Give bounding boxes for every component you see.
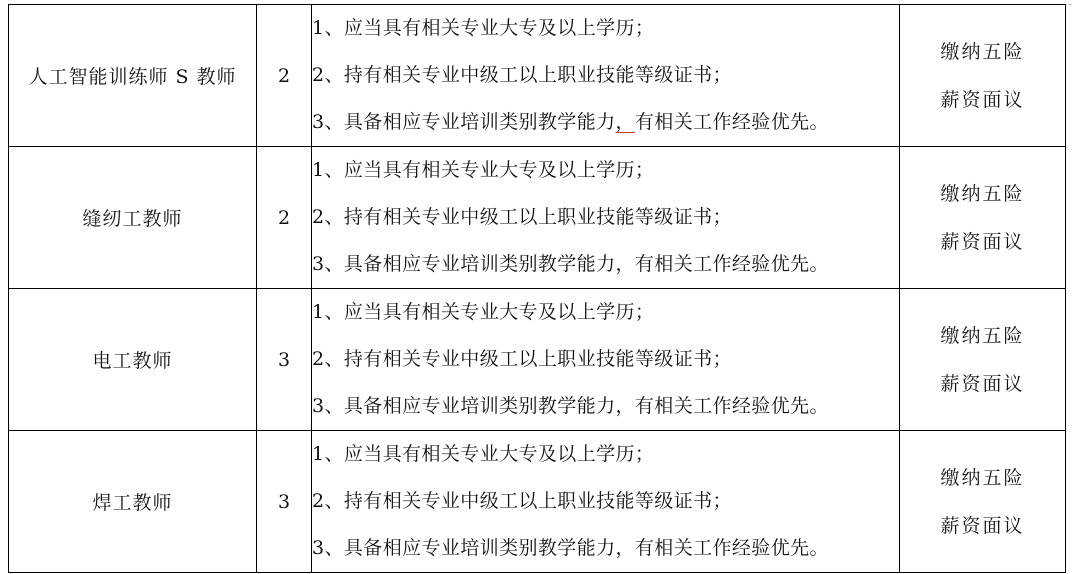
benefit-insurance: 缴纳五险 bbox=[940, 466, 1025, 489]
requirement-line: 3、具备相应专业培训类别教学能力，有相关工作经验优先。 bbox=[312, 395, 829, 417]
benefits-cell bbox=[900, 431, 1066, 573]
benefits-cell bbox=[900, 147, 1066, 289]
requirement-line: 2、持有相关专业中级工以上职业技能等级证书； bbox=[312, 490, 732, 512]
table-row bbox=[9, 5, 1066, 147]
benefit-salary: 薪资面议 bbox=[940, 372, 1025, 395]
benefit-salary: 薪资面议 bbox=[940, 230, 1025, 253]
requirement-line: 2、持有相关专业中级工以上职业技能等级证书； bbox=[312, 206, 732, 228]
headcount: 2 bbox=[257, 147, 312, 289]
table-row bbox=[9, 147, 1066, 289]
benefit-salary: 薪资面议 bbox=[940, 88, 1025, 111]
job-title: 焊工教师 bbox=[9, 431, 257, 573]
requirement-line: 1、应当具有相关专业大专及以上学历； bbox=[312, 301, 655, 323]
headcount: 3 bbox=[257, 431, 312, 573]
proofing-mark: ， bbox=[615, 111, 635, 133]
requirement-line-marked: 3、具备相应专业培训类别教学能力，有相关工作经验优先。 bbox=[312, 111, 829, 133]
benefit-insurance: 缴纳五险 bbox=[940, 324, 1025, 347]
requirement-line: 3、具备相应专业培训类别教学能力，有相关工作经验优先。 bbox=[312, 537, 829, 559]
requirements-cell bbox=[312, 147, 900, 289]
requirements-cell bbox=[312, 5, 900, 147]
benefit-insurance: 缴纳五险 bbox=[940, 182, 1025, 205]
job-table bbox=[8, 4, 1066, 573]
job-title: 人工智能训练师 S 教师 bbox=[9, 5, 257, 147]
benefit-salary: 薪资面议 bbox=[940, 514, 1025, 537]
requirement-line: 1、应当具有相关专业大专及以上学历； bbox=[312, 159, 655, 181]
requirements-cell bbox=[312, 431, 900, 573]
requirement-line: 1、应当具有相关专业大专及以上学历； bbox=[312, 17, 655, 39]
requirement-line: 1、应当具有相关专业大专及以上学历； bbox=[312, 443, 655, 465]
benefits-cell bbox=[900, 5, 1066, 147]
requirement-line: 2、持有相关专业中级工以上职业技能等级证书； bbox=[312, 348, 732, 370]
requirements-cell bbox=[312, 289, 900, 431]
headcount: 2 bbox=[257, 5, 312, 147]
job-title: 缝纫工教师 bbox=[9, 147, 257, 289]
job-title: 电工教师 bbox=[9, 289, 257, 431]
requirement-line: 2、持有相关专业中级工以上职业技能等级证书； bbox=[312, 64, 732, 86]
headcount: 3 bbox=[257, 289, 312, 431]
requirement-line: 3、具备相应专业培训类别教学能力，有相关工作经验优先。 bbox=[312, 253, 829, 275]
table-row bbox=[9, 431, 1066, 573]
table-row bbox=[9, 289, 1066, 431]
benefits-cell bbox=[900, 289, 1066, 431]
benefit-insurance: 缴纳五险 bbox=[940, 40, 1025, 63]
